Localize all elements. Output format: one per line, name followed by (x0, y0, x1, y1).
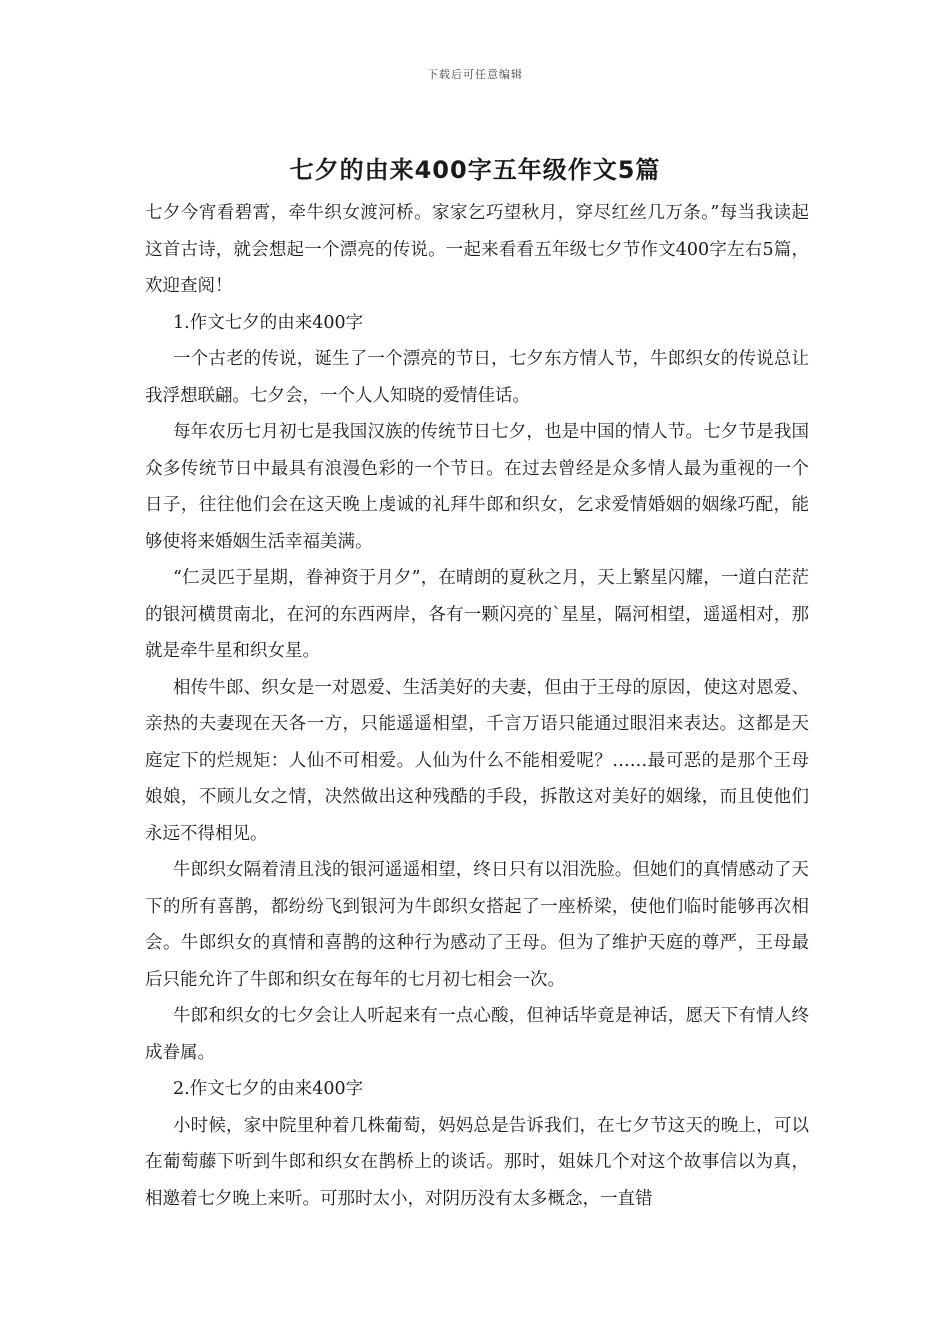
paragraph: “仁灵匹于星期，眷神资于月夕”，在晴朗的夏秋之月，天上繁星闪耀，一道白茫茫的银河横贯南北，在河的东西两岸，各有一颗闪亮的`星星，隔河相望，遥遥相对，那就是牵牛星和织女星。 (145, 568, 809, 661)
page-header-note: 下载后可任意编辑 (427, 68, 523, 81)
paragraph: 牛郎织女隔着清且浅的银河遥遥相望，终日只有以泪洗脸。但她们的真情感动了天下的所有喜鹊，都纷纷飞到银河为牛郎织女搭起了一座桥梁，使他们临时能够再次相会。牛郎织女的真情和喜鹊的这种行为感动了王母。但为了维护天庭的尊严，王母最后只能允许了牛郎和织女在每年的七月初七相会一次。 (145, 860, 809, 990)
section-heading-2: 2.作文七夕的由来400字 (173, 1079, 364, 1099)
document-title: 七夕的由来400字五年级作文5篇 (289, 156, 661, 184)
document-body (145, 195, 809, 1217)
paragraph: 一个古老的传说，诞生了一个漂亮的节日，七夕东方情人节，牛郎织女的传说总让我浮想联翩。七夕会，一个人人知晓的爱情佳话。 (145, 349, 809, 406)
paragraph-intro: 七夕今宵看碧霄，牵牛织女渡河桥。家家乞巧望秋月，穿尽红丝几万条。”每当我读起这首古诗，就会想起一个漂亮的传说。一起来看看五年级七夕节作文400字左右5篇，欢迎查阅！ (145, 203, 809, 296)
section-heading-1: 1.作文七夕的由来400字 (173, 312, 364, 333)
paragraph: 牛郎和织女的七夕会让人听起来有一点心酸，但神话毕竟是神话，愿天下有情人终成眷属。 (145, 1006, 809, 1063)
paragraph: 相传牛郎、织女是一对恩爱、生活美好的夫妻，但由于王母的原因，使这对恩爱、亲热的夫妻现在天各一方，只能遥遥相望，千言万语只能通过眼泪来表达。这都是天庭定下的烂规矩：人仙不可相爱。人仙为什么不能相爱呢？……最可恶的是那个王母娘娘，不顾儿女之情，决然做出这种残酷的手段，拆散这对美好的姻缘，而且使他们永远不得相见。 (145, 677, 809, 844)
paragraph: 每年农历七月初七是我国汉族的传统节日七夕，也是中国的情人节。七夕节是我国众多传统节日中最具有浪漫色彩的一个节日。在过去曾经是众多情人最为重视的一个日子，往往他们会在这天晚上虔诚的礼拜牛郎和织女，乞求爱情婚姻的姻缘巧配，能够使将来婚姻生活幸福美满。 (145, 422, 809, 552)
paragraph: 小时候，家中院里种着几株葡萄，妈妈总是告诉我们，在七夕节这天的晚上，可以在葡萄藤下听到牛郎和织女在鹊桥上的谈话。那时，姐妹几个对这个故事信以为真，相邀着七夕晚上来听。可那时太小，对阴历没有太多概念，一直错 (145, 1115, 809, 1209)
